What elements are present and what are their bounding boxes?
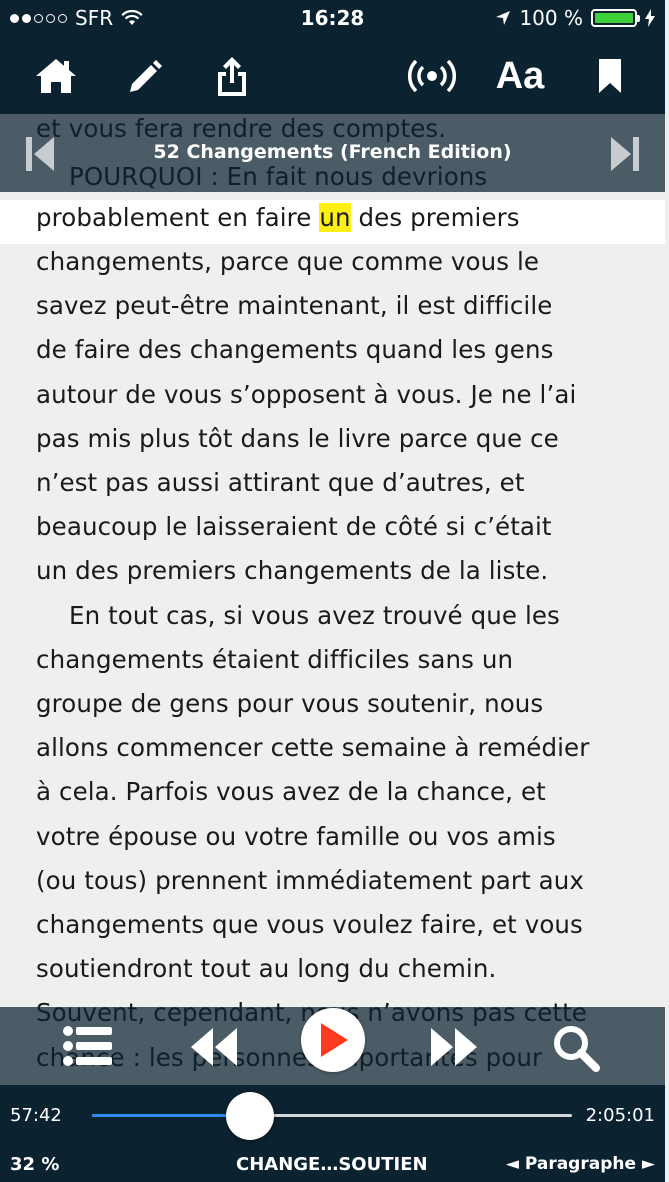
text-line: de faire des changements quand les gens xyxy=(36,335,554,364)
location-arrow-icon xyxy=(495,10,511,26)
bookmark-icon[interactable] xyxy=(584,50,636,102)
text-line: pas mis plus tôt dans le livre parce que ce xyxy=(36,424,559,453)
player-bar xyxy=(0,1085,665,1182)
rewind-icon[interactable] xyxy=(188,1025,240,1069)
broadcast-icon[interactable] xyxy=(406,50,458,102)
elapsed-time: 57:42 xyxy=(10,1105,62,1126)
pencil-icon[interactable] xyxy=(118,50,170,102)
text-line: changements étaient difficiles sans un xyxy=(36,645,514,674)
share-icon[interactable] xyxy=(206,50,258,102)
battery-icon xyxy=(591,9,637,27)
title-bar xyxy=(0,114,665,192)
current-reading-line xyxy=(36,203,636,232)
text-line: groupe de gens pour vous soutenir, nous xyxy=(36,689,544,718)
text-line: un des premiers changements de la liste. xyxy=(36,556,549,585)
text-line: votre épouse ou votre famille ou vos amis xyxy=(36,822,556,851)
text-line: n’est pas aussi attirant que d’autres, et xyxy=(36,468,525,497)
text-line: En tout cas, si vous avez trouvé que les xyxy=(69,601,560,630)
text-line: (ou tous) prennent immédiatement part aux xyxy=(36,866,585,895)
font-size-button[interactable] xyxy=(494,50,546,102)
text-line: soutiendront tout au long du chemin. xyxy=(36,954,497,983)
line-segment: probablement en faire xyxy=(36,203,320,232)
text-line: allons commencer cette semaine à remédier xyxy=(36,733,590,762)
line-segment: des premiers xyxy=(350,203,520,232)
reading-percent: 32 % xyxy=(10,1154,60,1175)
status-bar xyxy=(0,0,665,36)
font-size-icon: Aa xyxy=(495,54,545,97)
text-line: savez peut-être maintenant, il est difficile xyxy=(36,291,553,320)
charging-bolt-icon xyxy=(645,9,655,27)
fast-forward-icon[interactable] xyxy=(428,1025,480,1069)
navigation-mode-selector[interactable]: ◄ Paragraphe ► xyxy=(505,1154,655,1174)
progress-track[interactable] xyxy=(92,1114,572,1117)
text-line: changements, parce que comme vous le xyxy=(36,247,540,276)
text-line: à cela. Parfois vous avez de la chance, et xyxy=(36,777,546,806)
chapter-label[interactable]: CHANGE…SOUTIEN xyxy=(236,1154,428,1175)
text-line: autour de vous s’opposent à vous. Je ne l’ai xyxy=(36,380,577,409)
book-page[interactable] xyxy=(0,114,665,1007)
play-icon xyxy=(315,1020,351,1060)
next-chapter-icon[interactable] xyxy=(603,134,643,174)
table-of-contents-icon[interactable] xyxy=(60,1023,116,1069)
battery-percent: 100 % xyxy=(519,6,583,30)
book-title: 52 Changements (French Edition) xyxy=(153,141,512,163)
search-icon[interactable] xyxy=(550,1023,602,1073)
text-line: changements que vous voulez faire, et vous xyxy=(36,910,583,939)
highlighted-word[interactable]: un xyxy=(319,203,351,232)
top-toolbar xyxy=(0,36,665,114)
clock: 16:28 xyxy=(300,6,365,30)
home-icon[interactable] xyxy=(30,50,82,102)
carrier-label: SFR xyxy=(75,6,114,30)
play-button[interactable] xyxy=(301,1008,365,1072)
total-time: 2:05:01 xyxy=(585,1105,655,1126)
text-line: beaucoup le laisseraient de côté si c’était xyxy=(36,512,552,541)
progress-thumb[interactable] xyxy=(226,1092,274,1140)
